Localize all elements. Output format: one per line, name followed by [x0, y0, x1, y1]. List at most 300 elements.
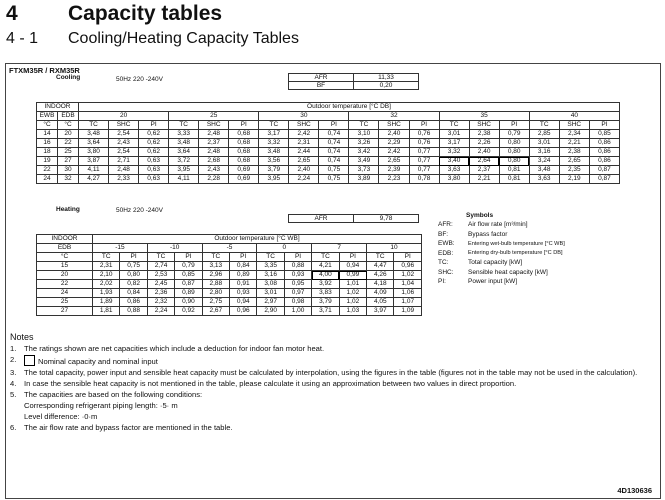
- value-cell: 0,87: [175, 280, 202, 289]
- value-cell: 2,38: [559, 148, 589, 157]
- symbol-key: EDB:: [438, 249, 454, 257]
- value-cell: 1,06: [394, 289, 422, 298]
- note-text: [24, 368, 637, 377]
- value-cell: 2,48: [199, 130, 229, 139]
- value-cell: 4,47: [367, 262, 394, 271]
- value-cell: 1,03: [339, 307, 366, 316]
- afr-value: 9,78: [354, 215, 419, 223]
- note-text: [24, 390, 202, 399]
- value-cell: 0,99: [339, 271, 366, 280]
- note-item: [10, 390, 656, 399]
- value-cell: 2,38: [469, 130, 499, 139]
- value-cell: 2,65: [559, 157, 589, 166]
- cooling-afr-bf-table: [288, 73, 419, 90]
- value-cell: 3,32: [439, 148, 469, 157]
- value-cell: 2,28: [199, 175, 229, 184]
- value-cell: 0,69: [229, 166, 259, 175]
- symbol-description: Entering wet-bulb temperature [°C WB]: [468, 240, 565, 247]
- table-row: [37, 148, 620, 157]
- subsection-title: Cooling/Heating Capacity Tables: [68, 30, 299, 47]
- note-number: 6.: [10, 423, 17, 432]
- value-cell: 3,17: [259, 130, 289, 139]
- symbol-key: BF:: [438, 230, 449, 238]
- column-header: TC: [257, 253, 284, 262]
- value-cell: 2,54: [109, 130, 139, 139]
- ewb-header: EWB: [37, 112, 58, 121]
- symbol-description: Bypass factor: [468, 230, 508, 238]
- outdoor-temp-header: 30: [259, 112, 349, 121]
- note-body: The capacities are based on the following conditions:: [24, 390, 203, 399]
- value-cell: 0,86: [589, 148, 619, 157]
- value-cell: 1,93: [93, 289, 120, 298]
- value-cell: 0,97: [284, 289, 311, 298]
- symbol-row: [438, 249, 565, 259]
- notes-title: Notes: [10, 332, 34, 342]
- value-cell: 0,89: [175, 289, 202, 298]
- table-row: [37, 289, 422, 298]
- value-cell: 4,27: [79, 175, 109, 184]
- value-cell: 0,74: [319, 130, 349, 139]
- symbol-key: PI:: [438, 278, 446, 286]
- column-header: TC: [202, 253, 229, 262]
- note-item: [10, 423, 656, 432]
- value-cell: 3,35: [257, 262, 284, 271]
- notes-section: [10, 333, 656, 434]
- column-header: PI: [409, 121, 439, 130]
- value-cell: 0,68: [229, 139, 259, 148]
- outdoor-temp-header: 7: [312, 244, 367, 253]
- value-cell: 2,48: [109, 166, 139, 175]
- value-cell: 0,79: [499, 130, 529, 139]
- value-cell: 3,33: [169, 130, 199, 139]
- value-cell: 2,36: [147, 289, 174, 298]
- table-row: [37, 166, 620, 175]
- column-header: TC: [93, 253, 120, 262]
- edb-header: EDB: [37, 244, 93, 253]
- value-cell: 0,90: [175, 298, 202, 307]
- table-row: [37, 139, 620, 148]
- value-cell: 0,96: [230, 307, 257, 316]
- note-body: In case the sensible heat capacity is not mentioned in the table, please calculate it using an approximation between two values in direct proportion.: [24, 379, 517, 388]
- value-cell: 0,76: [409, 130, 439, 139]
- value-cell: 3,72: [169, 157, 199, 166]
- symbol-description: Sensible heat capacity [kW]: [468, 268, 548, 276]
- outdoor-temp-header: 32: [349, 112, 439, 121]
- note-item: [10, 401, 656, 410]
- note-text: [24, 344, 324, 353]
- value-cell: 3,49: [349, 157, 379, 166]
- value-cell: 3,79: [312, 298, 339, 307]
- column-header: PI: [284, 253, 311, 262]
- value-cell: 1,01: [339, 280, 366, 289]
- value-cell: 0,63: [139, 157, 169, 166]
- value-cell: 1,07: [394, 298, 422, 307]
- value-cell: 0,85: [175, 271, 202, 280]
- value-cell: 3,13: [202, 262, 229, 271]
- edb-cell: 22: [37, 280, 93, 289]
- value-cell: 0,93: [284, 271, 311, 280]
- column-header: PI: [394, 253, 422, 262]
- value-cell: 3,83: [312, 289, 339, 298]
- value-cell: 3,16: [529, 148, 559, 157]
- edb-cell: 24: [37, 289, 93, 298]
- edb-cell: 27: [58, 157, 79, 166]
- section-heading: [6, 2, 222, 26]
- value-cell: 2,80: [202, 289, 229, 298]
- column-header: PI: [139, 121, 169, 130]
- column-header: SHC: [559, 121, 589, 130]
- value-cell: 0,82: [120, 280, 147, 289]
- cooling-table: [36, 102, 620, 184]
- outdoor-temp-header: 20: [79, 112, 169, 121]
- value-cell: 2,26: [469, 139, 499, 148]
- value-cell: 4,11: [79, 166, 109, 175]
- bf-value: 0,20: [354, 82, 419, 90]
- value-cell: 2,23: [379, 175, 409, 184]
- value-cell: 2,45: [147, 280, 174, 289]
- ewb-cell: 16: [37, 139, 58, 148]
- edb-cell: 22: [58, 139, 79, 148]
- outdoor-temp-header: 10: [367, 244, 422, 253]
- value-cell: 0,92: [175, 307, 202, 316]
- note-body: The ratings shown are net capacities which include a deduction for indoor fan motor heat.: [24, 344, 325, 353]
- symbol-key: EWB:: [438, 240, 455, 248]
- value-cell: 0,88: [120, 307, 147, 316]
- note-number: [10, 401, 24, 410]
- note-text: [24, 379, 516, 388]
- value-cell: 3,95: [259, 175, 289, 184]
- value-cell: 2,85: [529, 130, 559, 139]
- value-cell: 1,81: [93, 307, 120, 316]
- value-cell: 0,68: [229, 130, 259, 139]
- value-cell: 2,34: [559, 130, 589, 139]
- column-header: PI: [230, 253, 257, 262]
- edb-header: EDB: [58, 112, 79, 121]
- value-cell: 2,32: [147, 298, 174, 307]
- unit-header: °C: [37, 121, 58, 130]
- edb-cell: 15: [37, 262, 93, 271]
- value-cell: 3,16: [257, 271, 284, 280]
- value-cell: 3,79: [259, 166, 289, 175]
- value-cell: 0,77: [409, 157, 439, 166]
- value-cell: 0,80: [120, 271, 147, 280]
- outdoor-temp-header: -15: [93, 244, 148, 253]
- outdoor-temp-header: -5: [202, 244, 257, 253]
- value-cell: 0,63: [139, 166, 169, 175]
- note-number: 3.: [10, 368, 17, 377]
- column-header: TC: [439, 121, 469, 130]
- value-cell: 2,48: [199, 148, 229, 157]
- table-row: [37, 262, 422, 271]
- value-cell: 0,62: [139, 139, 169, 148]
- value-cell: 0,85: [589, 130, 619, 139]
- column-header: SHC: [379, 121, 409, 130]
- symbol-row: [438, 258, 565, 268]
- ewb-cell: 24: [37, 175, 58, 184]
- value-cell: 3,64: [169, 148, 199, 157]
- table-row: [37, 271, 422, 280]
- note-item: [10, 412, 656, 421]
- value-cell: 0,74: [319, 139, 349, 148]
- value-cell: 0,75: [319, 166, 349, 175]
- note-body: The total capacity, power input and sensible heat capacity must be calculated by interpolation, using the figures in the table (figures not in the table may not be used in the calculation).: [24, 368, 638, 377]
- model-name: FTXM35R / RXM35R: [9, 66, 80, 75]
- value-cell: 2,65: [379, 157, 409, 166]
- value-cell: 0,86: [120, 298, 147, 307]
- value-cell: 2,42: [379, 148, 409, 157]
- value-cell: 1,02: [339, 289, 366, 298]
- symbol-row: [438, 239, 565, 249]
- value-cell: 0,87: [589, 166, 619, 175]
- value-cell: 2,31: [93, 262, 120, 271]
- value-cell: 3,48: [79, 130, 109, 139]
- table-row: [37, 307, 422, 316]
- note-body: Nominal capacity and nominal input: [38, 357, 158, 366]
- value-cell: 2,90: [257, 307, 284, 316]
- value-cell: 0,81: [499, 166, 529, 175]
- value-cell: 0,80: [499, 139, 529, 148]
- heating-indoor-header: INDOOR: [37, 235, 93, 244]
- edb-cell: 25: [37, 298, 93, 307]
- note-text: [24, 412, 97, 421]
- value-cell: 1,09: [394, 307, 422, 316]
- column-header: SHC: [289, 121, 319, 130]
- value-cell: 0,80: [499, 157, 529, 166]
- value-cell: 3,87: [79, 157, 109, 166]
- value-cell: 0,96: [394, 262, 422, 271]
- value-cell: 2,40: [469, 148, 499, 157]
- column-header: PI: [499, 121, 529, 130]
- value-cell: 3,10: [349, 130, 379, 139]
- column-header: TC: [169, 121, 199, 130]
- symbol-key: TC:: [438, 259, 449, 267]
- value-cell: 0,68: [229, 157, 259, 166]
- value-cell: 4,21: [312, 262, 339, 271]
- value-cell: 2,43: [109, 139, 139, 148]
- cooling-power: 50Hz 220 -240V: [116, 76, 163, 83]
- edb-cell: 27: [37, 307, 93, 316]
- value-cell: 2,71: [109, 157, 139, 166]
- table-row: [37, 157, 620, 166]
- bf-label: BF: [289, 82, 354, 90]
- column-header: SHC: [199, 121, 229, 130]
- afr-label: AFR: [289, 74, 354, 82]
- ewb-cell: 14: [37, 130, 58, 139]
- note-item: [10, 344, 656, 353]
- value-cell: 3,24: [529, 157, 559, 166]
- value-cell: 3,26: [349, 139, 379, 148]
- value-cell: 3,63: [439, 166, 469, 175]
- value-cell: 0,98: [284, 298, 311, 307]
- value-cell: 3,92: [312, 280, 339, 289]
- value-cell: 0,94: [339, 262, 366, 271]
- edb-cell: 25: [58, 148, 79, 157]
- section-title: Capacity tables: [68, 2, 223, 25]
- symbol-row: [438, 268, 565, 278]
- value-cell: 4,09: [367, 289, 394, 298]
- column-header: PI: [229, 121, 259, 130]
- section-number: 4: [6, 2, 18, 25]
- value-cell: 2,10: [93, 271, 120, 280]
- value-cell: 0,95: [284, 280, 311, 289]
- value-cell: 0,62: [139, 130, 169, 139]
- symbol-key: SHC:: [438, 268, 454, 276]
- symbol-row: [438, 277, 565, 287]
- value-cell: 0,84: [230, 262, 257, 271]
- value-cell: 3,17: [439, 139, 469, 148]
- value-cell: 3,01: [529, 139, 559, 148]
- value-cell: 4,00: [312, 271, 339, 280]
- value-cell: 3,71: [312, 307, 339, 316]
- outdoor-temp-header: 0: [257, 244, 312, 253]
- outdoor-temp-header: 25: [169, 112, 259, 121]
- note-number: 4.: [10, 379, 17, 388]
- document-code: 4D130636: [617, 486, 652, 495]
- edb-cell: 20: [58, 130, 79, 139]
- value-cell: 3,89: [349, 175, 379, 184]
- value-cell: 3,48: [529, 166, 559, 175]
- edb-cell: 32: [58, 175, 79, 184]
- value-cell: 2,37: [469, 166, 499, 175]
- value-cell: 3,01: [439, 130, 469, 139]
- value-cell: 2,54: [109, 148, 139, 157]
- value-cell: 3,40: [439, 157, 469, 166]
- value-cell: 4,05: [367, 298, 394, 307]
- table-row: [37, 175, 620, 184]
- value-cell: 3,64: [79, 139, 109, 148]
- outdoor-temp-header: 40: [529, 112, 619, 121]
- ewb-cell: 19: [37, 157, 58, 166]
- value-cell: 2,35: [559, 166, 589, 175]
- edb-cell: 20: [37, 271, 93, 280]
- value-cell: 1,02: [394, 271, 422, 280]
- value-cell: 2,67: [202, 307, 229, 316]
- value-cell: 0,68: [229, 148, 259, 157]
- symbol-description: Entering dry-bulb temperature [°C DB]: [468, 250, 563, 257]
- value-cell: 0,75: [120, 262, 147, 271]
- value-cell: 3,48: [259, 148, 289, 157]
- heating-power: 50Hz 220 -240V: [116, 207, 163, 214]
- value-cell: 2,43: [199, 166, 229, 175]
- column-header: TC: [312, 253, 339, 262]
- value-cell: 0,87: [589, 175, 619, 184]
- value-cell: 2,74: [147, 262, 174, 271]
- afr-label: AFR: [289, 215, 354, 223]
- cooling-indoor-header: INDOOR: [37, 103, 79, 112]
- value-cell: 2,96: [202, 271, 229, 280]
- value-cell: 2,31: [289, 139, 319, 148]
- column-header: TC: [79, 121, 109, 130]
- value-cell: 0,74: [319, 157, 349, 166]
- value-cell: 0,69: [229, 175, 259, 184]
- note-number: 2.: [10, 355, 17, 364]
- value-cell: 0,63: [139, 175, 169, 184]
- heating-afr-table: [288, 214, 419, 223]
- value-cell: 0,62: [139, 148, 169, 157]
- value-cell: 3,80: [79, 148, 109, 157]
- value-cell: 3,97: [367, 307, 394, 316]
- value-cell: 2,19: [559, 175, 589, 184]
- value-cell: 1,02: [339, 298, 366, 307]
- value-cell: 0,86: [589, 157, 619, 166]
- value-cell: 2,97: [257, 298, 284, 307]
- column-header: PI: [589, 121, 619, 130]
- table-row: [37, 280, 422, 289]
- value-cell: 3,42: [349, 148, 379, 157]
- value-cell: 0,78: [409, 175, 439, 184]
- symbol-key: AFR:: [438, 221, 453, 229]
- value-cell: 2,68: [199, 157, 229, 166]
- column-header: TC: [147, 253, 174, 262]
- symbol-row: [438, 230, 565, 240]
- ewb-cell: 18: [37, 148, 58, 157]
- note-item: [10, 368, 656, 377]
- symbols-legend: [438, 212, 565, 287]
- symbol-description: Air flow rate [m³/min]: [468, 221, 528, 229]
- value-cell: 0,77: [409, 148, 439, 157]
- value-cell: 2,24: [289, 175, 319, 184]
- value-cell: 2,40: [379, 130, 409, 139]
- value-cell: 2,02: [93, 280, 120, 289]
- column-header: SHC: [109, 121, 139, 130]
- column-header: SHC: [469, 121, 499, 130]
- value-cell: 4,26: [367, 271, 394, 280]
- column-header: PI: [319, 121, 349, 130]
- value-cell: 4,11: [169, 175, 199, 184]
- value-cell: 1,89: [93, 298, 120, 307]
- value-cell: 2,75: [202, 298, 229, 307]
- value-cell: 2,65: [289, 157, 319, 166]
- value-cell: 2,21: [559, 139, 589, 148]
- note-text: [24, 355, 158, 366]
- value-cell: 2,39: [379, 166, 409, 175]
- column-header: PI: [120, 253, 147, 262]
- value-cell: 3,95: [169, 166, 199, 175]
- value-cell: 0,91: [230, 280, 257, 289]
- outdoor-temp-header: -10: [147, 244, 202, 253]
- value-cell: 2,37: [199, 139, 229, 148]
- value-cell: 0,94: [230, 298, 257, 307]
- table-row: [37, 130, 620, 139]
- note-number: [10, 412, 24, 421]
- value-cell: 0,81: [499, 175, 529, 184]
- heating-outdoor-header: Outdoor temperature [°C WB]: [93, 235, 422, 244]
- value-cell: 3,32: [259, 139, 289, 148]
- value-cell: 3,56: [259, 157, 289, 166]
- column-header: TC: [259, 121, 289, 130]
- cooling-label: Cooling: [56, 74, 81, 81]
- heating-table: [36, 234, 422, 316]
- note-body: The air flow rate and bypass factor are mentioned in the table.: [24, 423, 233, 432]
- note-body: Level difference: ·0·m: [24, 412, 98, 421]
- value-cell: 2,42: [289, 130, 319, 139]
- value-cell: 2,24: [147, 307, 174, 316]
- capacity-table-frame: [5, 63, 661, 499]
- value-cell: 2,29: [379, 139, 409, 148]
- note-number: 1.: [10, 344, 17, 353]
- value-cell: 0,84: [120, 289, 147, 298]
- nominal-box-icon: [24, 355, 35, 366]
- column-header: TC: [349, 121, 379, 130]
- subsection-heading: [6, 30, 299, 48]
- value-cell: 2,21: [469, 175, 499, 184]
- value-cell: 0,88: [284, 262, 311, 271]
- value-cell: 0,77: [409, 166, 439, 175]
- heating-label: Heating: [56, 206, 80, 213]
- value-cell: 3,73: [349, 166, 379, 175]
- value-cell: 2,64: [469, 157, 499, 166]
- note-body: Corresponding refrigerant piping length: ·5· m: [24, 401, 178, 410]
